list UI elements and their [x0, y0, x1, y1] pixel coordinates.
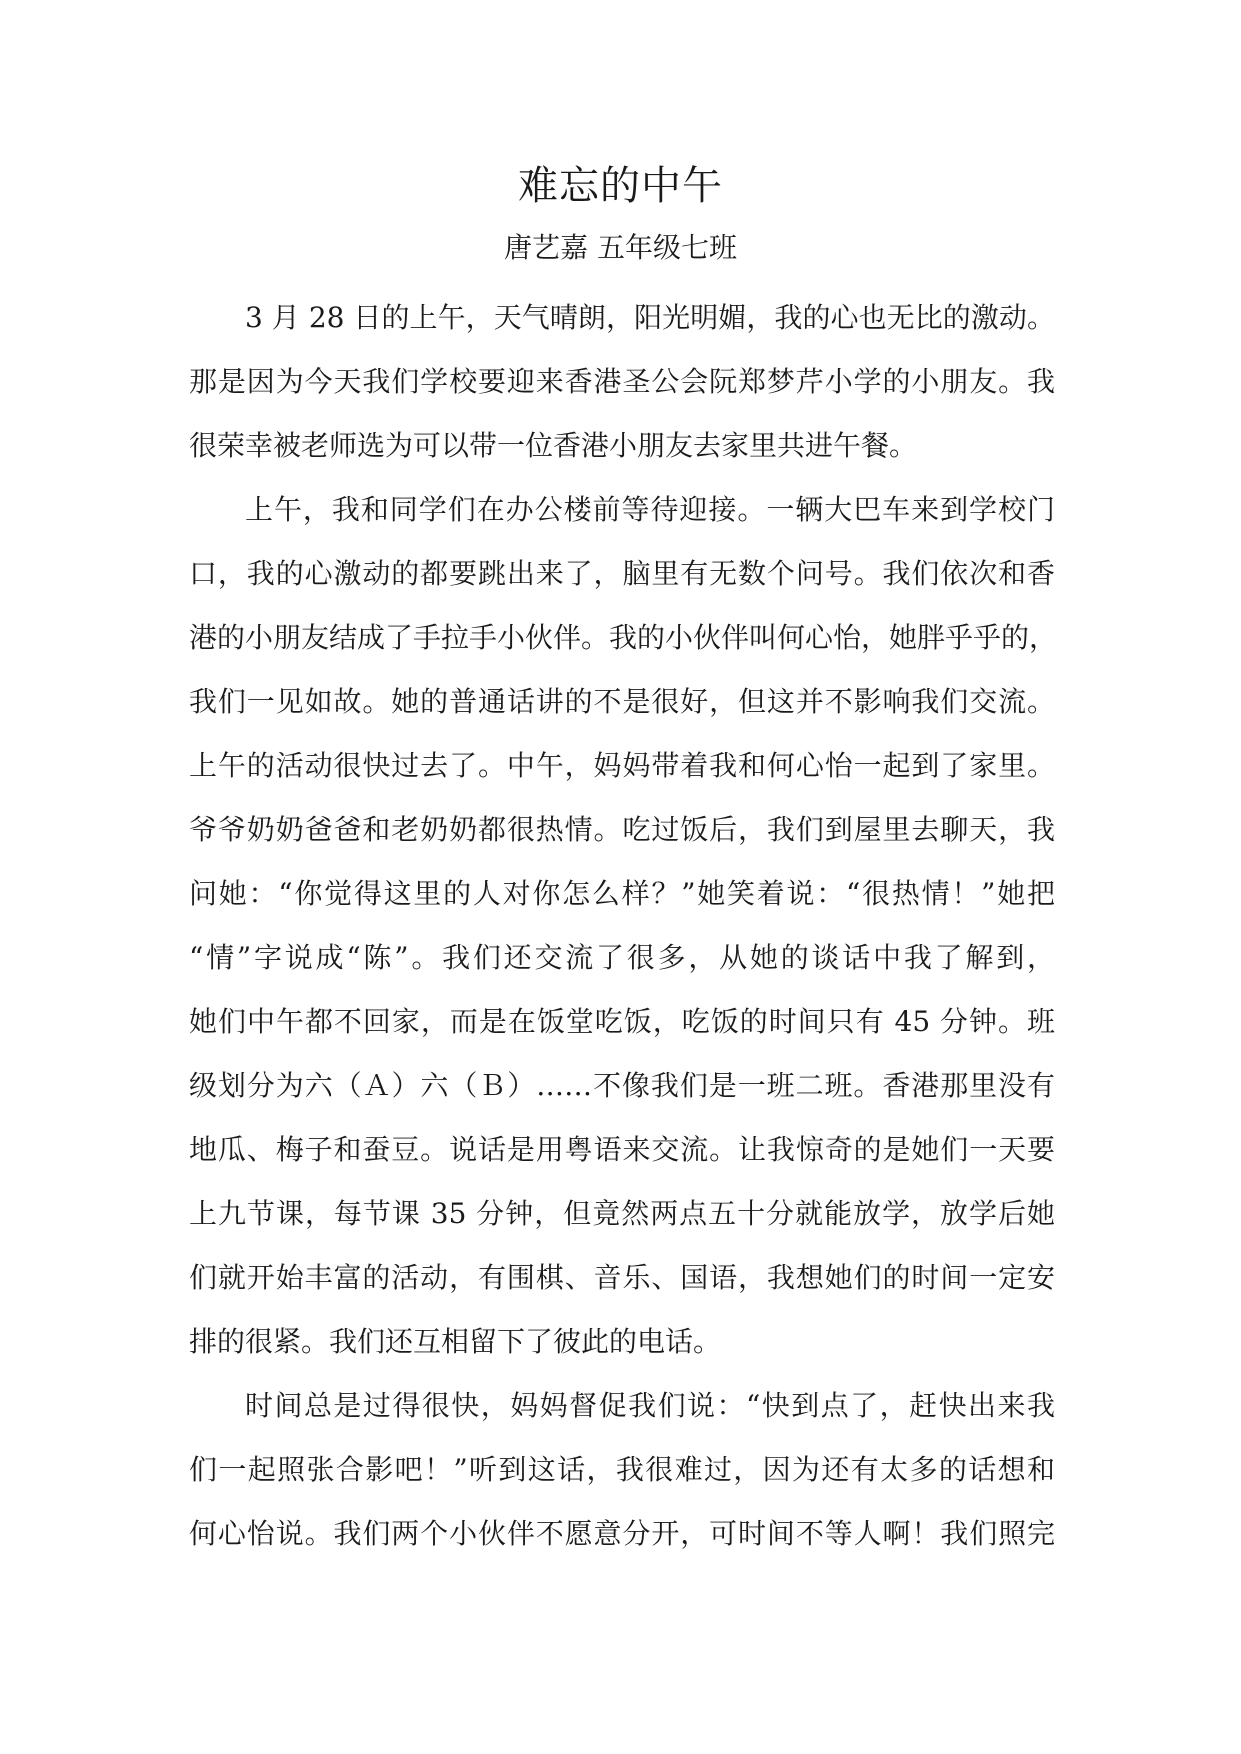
text-line: 们一起照张合影吧！”听到这话，我很难过，因为还有太多的话想和	[189, 1453, 1055, 1486]
text-line: 上午，我和同学们在办公楼前等待迎接。一辆大巴车来到学校门	[245, 493, 1055, 526]
text-line: 3 月 28 日的上午，天气晴朗，阳光明媚，我的心也无比的激动。	[245, 301, 1055, 334]
text-line: 问她：“你觉得这里的人对你怎么样？”她笑着说：“很热情！”她把	[189, 877, 1055, 910]
text-line: 那是因为今天我们学校要迎来香港圣公会阮郑梦芹小学的小朋友。我	[189, 365, 1055, 398]
text-line: “情”字说成“陈”。我们还交流了很多，从她的谈话中我了解到，	[189, 941, 1055, 974]
text-line: 时间总是过得很快，妈妈督促我们说：“快到点了，赶快出来我	[245, 1389, 1055, 1422]
text-line: 上九节课，每节课 35 分钟，但竟然两点五十分就能放学，放学后她	[189, 1197, 1055, 1230]
essay-body	[189, 286, 1058, 1566]
text-line: 级划分为六（Ａ）六（Ｂ）……不像我们是一班二班。香港那里没有	[189, 1069, 1055, 1102]
document-title: 难忘的中午	[518, 163, 723, 209]
text-line: 上午的活动很快过去了。中午，妈妈带着我和何心怡一起到了家里。	[189, 749, 1055, 782]
author-byline: 唐艺嘉 五年级七班	[504, 231, 737, 264]
text-line: 她们中午都不回家，而是在饭堂吃饭，吃饭的时间只有 45 分钟。班	[189, 1005, 1055, 1038]
text-line: 们就开始丰富的活动，有围棋、音乐、国语，我想她们的时间一定安	[189, 1261, 1055, 1294]
text-line: 口，我的心激动的都要跳出来了，脑里有无数个问号。我们依次和香	[189, 557, 1055, 590]
text-line: 排的很紧。我们还互相留下了彼此的电话。	[189, 1325, 722, 1358]
text-line: 很荣幸被老师选为可以带一位香港小朋友去家里共进午餐。	[189, 429, 918, 462]
text-line: 港的小朋友结成了手拉手小伙伴。我的小伙伴叫何心怡，她胖乎乎的，	[189, 621, 1058, 654]
text-line: 爷爷奶奶爸爸和老奶奶都很热情。吃过饭后，我们到屋里去聊天，我	[189, 813, 1055, 846]
text-line: 何心怡说。我们两个小伙伴不愿意分开，可时间不等人啊！我们照完	[189, 1517, 1055, 1550]
text-line: 我们一见如故。她的普通话讲的不是很好，但这并不影响我们交流。	[189, 685, 1055, 718]
text-line: 地瓜、梅子和蚕豆。说话是用粤语来交流。让我惊奇的是她们一天要	[189, 1133, 1055, 1166]
